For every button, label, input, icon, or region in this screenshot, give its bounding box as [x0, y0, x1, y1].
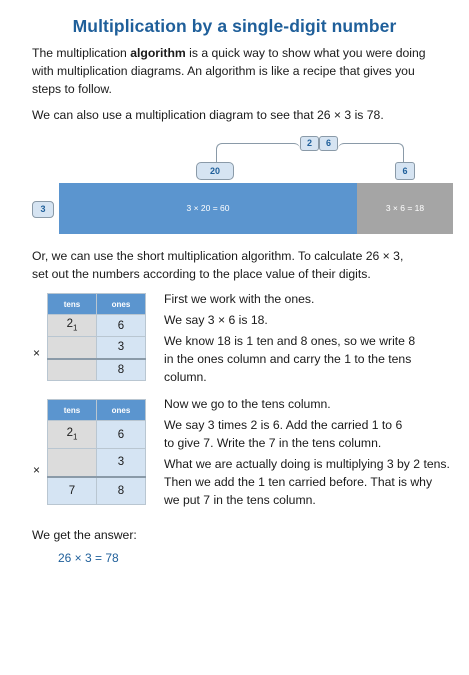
step-2-line: to give 7. Write the 7 in the tens column.	[164, 436, 382, 450]
algorithm-intro	[32, 247, 452, 283]
tens-result-cell	[48, 359, 97, 381]
answer-intro: We get the answer:	[32, 528, 137, 542]
answer-equation: 26 × 3 = 78	[58, 551, 119, 565]
step-1-line: First we work with the ones.	[164, 292, 315, 306]
page-title: Multiplication by a single-digit number	[72, 16, 397, 36]
times-sign: ×	[33, 346, 41, 360]
step-1-line: column.	[164, 370, 207, 384]
algorithm-intro-line-1: Or, we can use the short multiplication algorithm. To calculate 26 × 3,	[32, 249, 404, 263]
tens-header: tens	[48, 400, 97, 421]
tens-cell: $2_1$	[48, 421, 97, 449]
tens-cell	[48, 337, 97, 359]
intro-line-3: steps to follow.	[32, 82, 112, 96]
step-1-line: We say 3 × 6 is 18.	[164, 313, 268, 327]
diagram-intro: We can also use a multiplication diagram to see that 26 × 3 is 78.	[32, 108, 384, 122]
intro-text-rest: is a quick way to show what you were doing	[185, 46, 426, 60]
ones-cell: 3	[97, 337, 146, 359]
intro-line-2: with multiplication diagrams. An algorithm is like a recipe that gives you	[32, 64, 415, 78]
connector-right	[338, 143, 404, 163]
times-sign: ×	[33, 463, 41, 477]
ones-cell: 6	[97, 315, 146, 337]
step-2-line: Then we add the 1 ten carried before. That is why	[164, 475, 433, 489]
ones-product-bar	[357, 183, 453, 234]
intro-text-start: The multiplication	[32, 46, 131, 60]
place-value-table-2	[47, 399, 146, 505]
top-ones-box: 6	[319, 136, 338, 151]
ones-part-box: 6	[395, 162, 415, 180]
tens-result-cell: 7	[48, 477, 97, 505]
algorithm-intro-line-2: set out the numbers according to the place value of their digits.	[32, 267, 371, 281]
step-2-line: we put 7 in the tens column.	[164, 493, 316, 507]
top-tens-box: 2	[300, 136, 319, 151]
connector-left	[216, 143, 300, 163]
tens-cell	[48, 449, 97, 477]
ones-cell: 3	[97, 449, 146, 477]
tens-product-label: 3 × 20 = 60	[186, 203, 230, 213]
carry-digit: 1	[72, 432, 78, 442]
ones-header: ones	[97, 294, 146, 315]
step-1-explanation	[164, 290, 464, 386]
step-1-line: We know 18 is 1 ten and 8 ones, so we write 8	[164, 334, 416, 348]
algorithm-term: algorithm	[130, 46, 186, 60]
step-2-line: What we are actually doing is multiplying 3 by 2 tens.	[164, 457, 450, 471]
ones-cell: 6	[97, 421, 146, 449]
ones-product-label: 3 × 6 = 18	[385, 203, 425, 213]
tens-header: tens	[48, 294, 97, 315]
carry-digit: 1	[72, 323, 78, 333]
step-1-line: in the ones column and carry the 1 to the tens	[164, 352, 412, 366]
step-2-line: We say 3 times 2 is 6. Add the carried 1 to 6	[164, 418, 403, 432]
intro-paragraph	[32, 44, 452, 98]
step-2-line: Now we go to the tens column.	[164, 397, 331, 411]
place-value-table-1	[47, 293, 146, 381]
ones-result-cell: 8	[97, 359, 146, 381]
tens-cell: $2_1$	[48, 315, 97, 337]
tens-product-bar	[59, 183, 357, 234]
ones-header: ones	[97, 400, 146, 421]
step-2-explanation	[164, 395, 464, 509]
multiplier-box: 3	[32, 201, 54, 218]
ones-result-cell: 8	[97, 477, 146, 505]
tens-part-box: 20	[196, 162, 234, 180]
